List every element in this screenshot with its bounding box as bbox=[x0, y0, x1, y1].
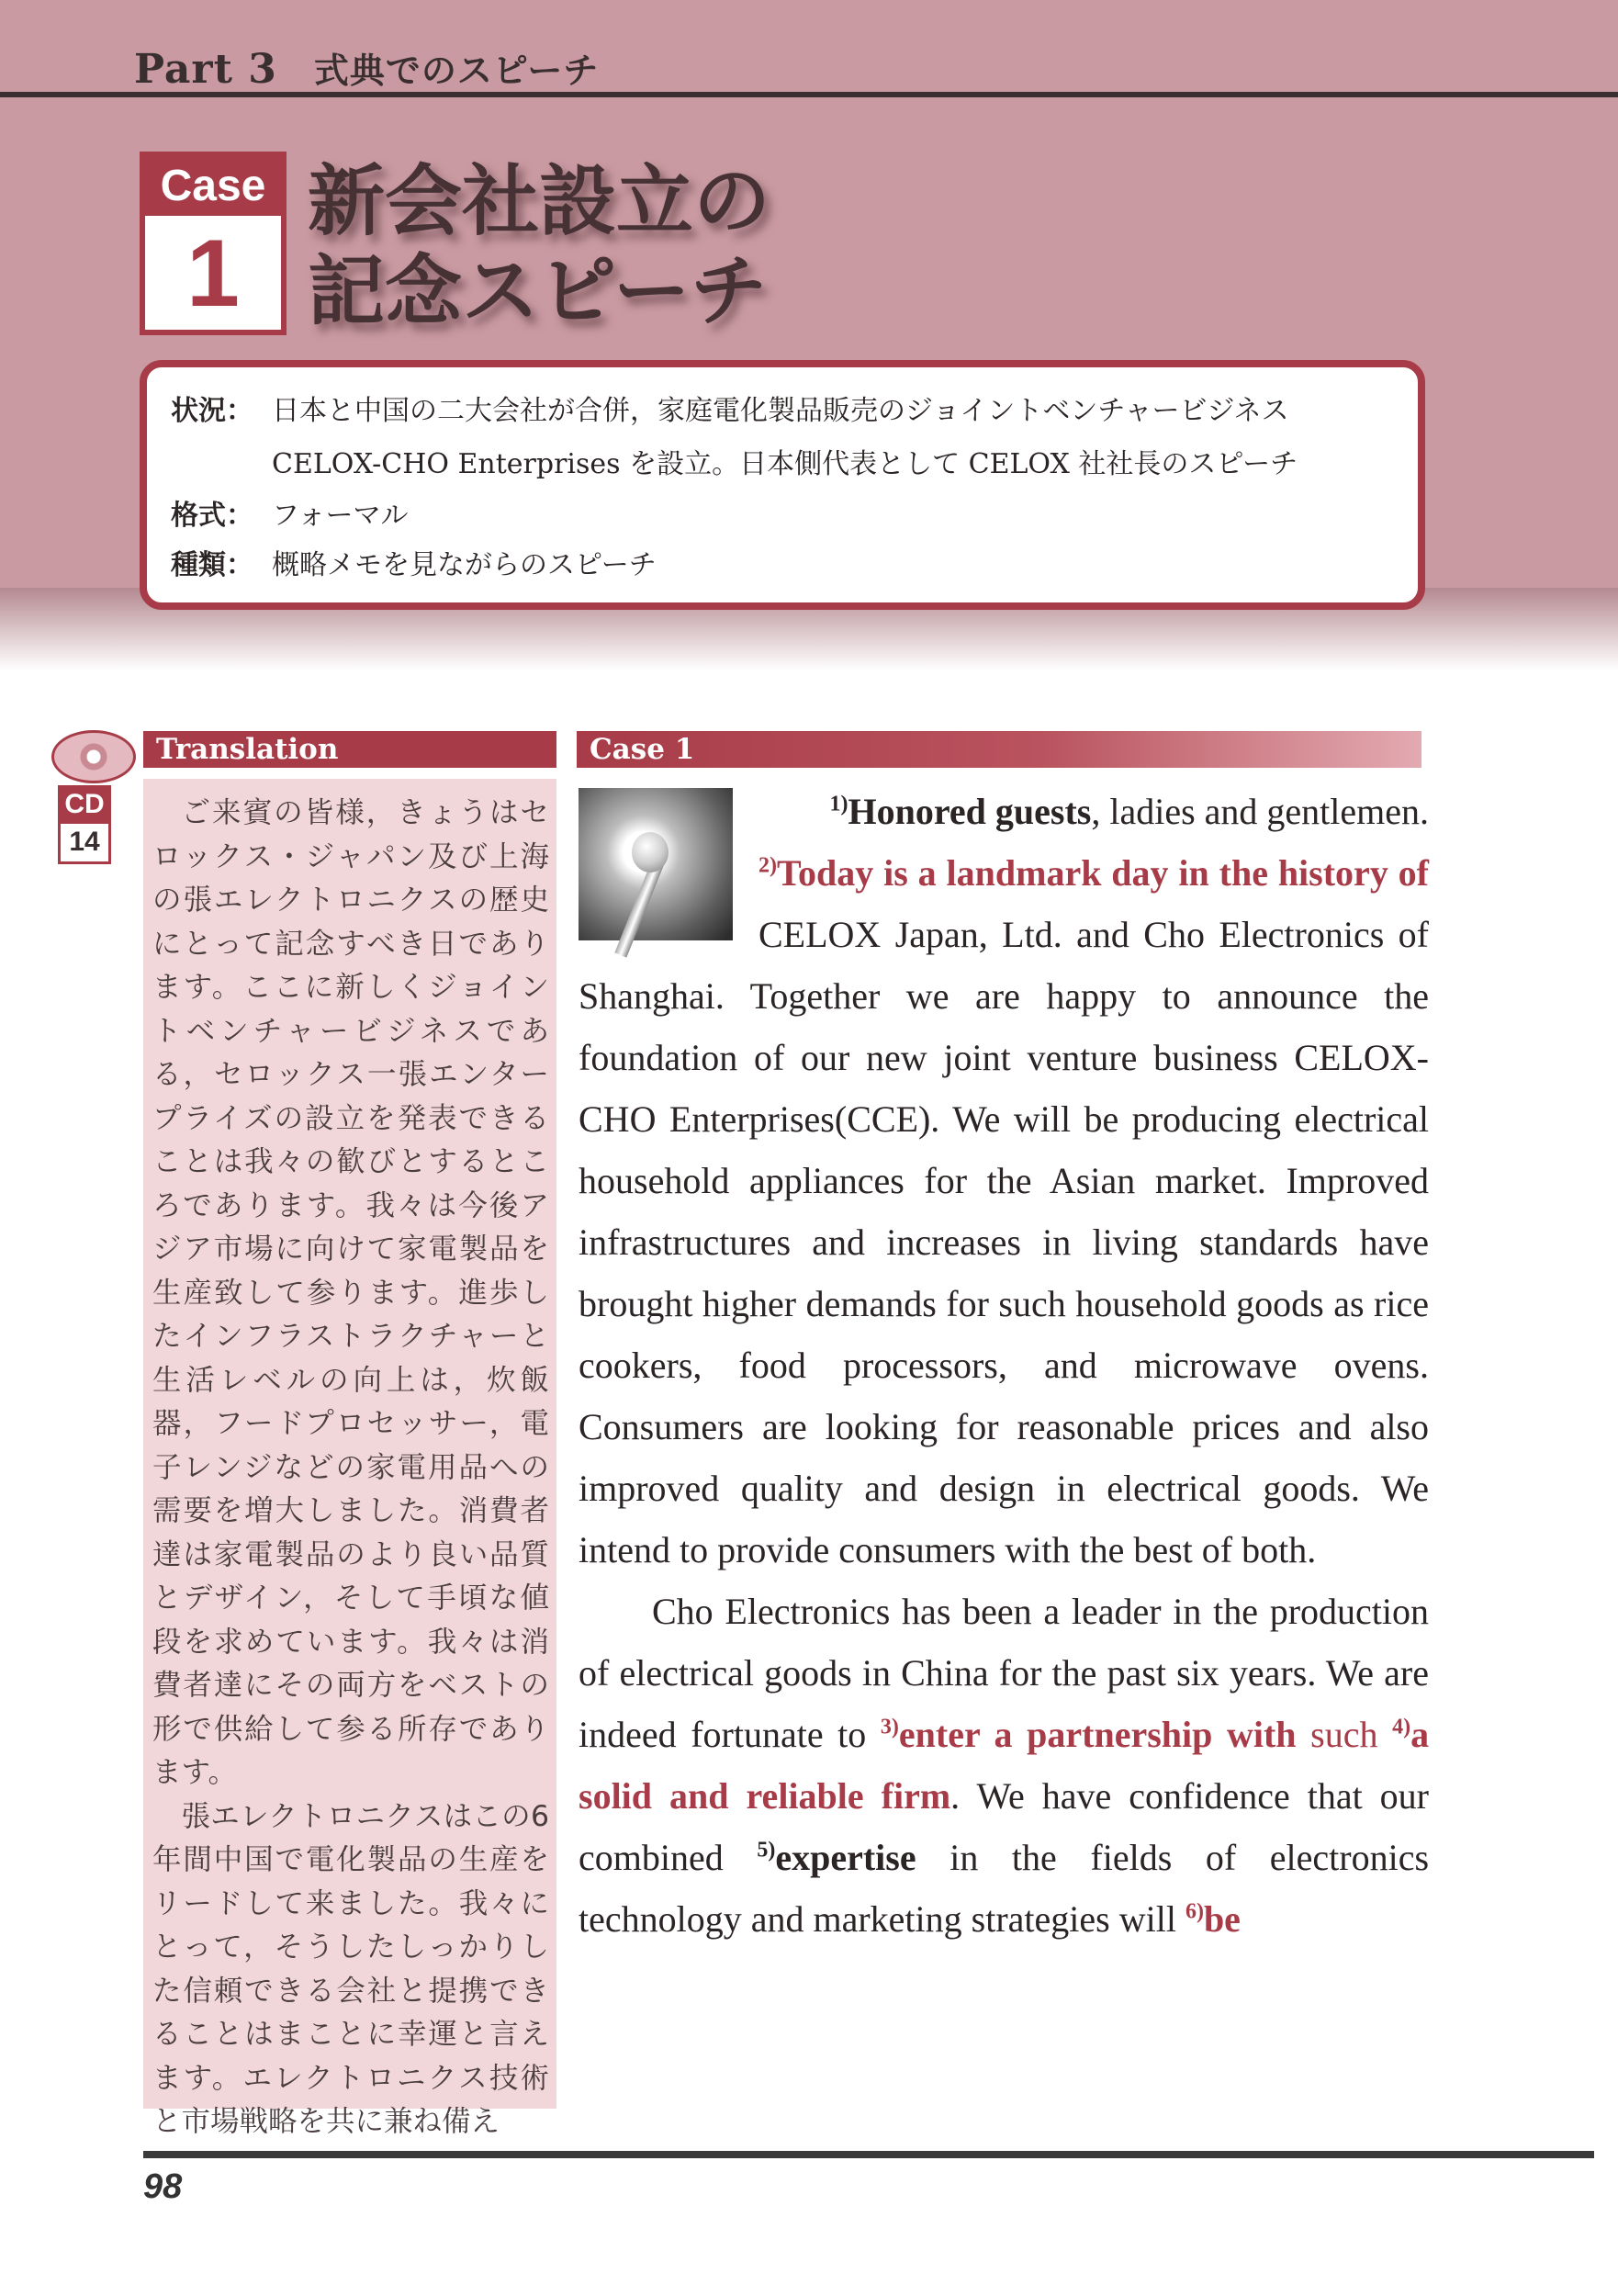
situation-box bbox=[140, 360, 1425, 610]
case-heading: Case 1 bbox=[577, 731, 1421, 768]
situation-line-1: 日本と中国の二大会社が合併，家庭電化製品販売のジョイントベンチャービジネス bbox=[272, 395, 1289, 427]
speech-paragraph-2 bbox=[579, 1581, 1429, 1950]
part-title: 式典でのスピーチ bbox=[313, 51, 600, 91]
speech-text-5: in the fields of electronics technology and marketing strategies will bbox=[579, 1837, 1430, 1940]
type-row bbox=[171, 542, 657, 582]
note-6: 6) bbox=[1185, 1899, 1204, 1924]
phrase-landmark-day: Today is a landmark day in the history of bbox=[777, 852, 1429, 894]
title-line-2: 記念スピーチ bbox=[308, 246, 768, 336]
translation-paragraph-1: ご来賓の皆様，きょうはセロックス・ジャパン及び上海の張エレクトロニクスの歴史にとって記念すべき日であります。ここに新しくジョイントベンチャービジネスである，セロックス一張エンタープライズの設立を発表できることは我々の歓びとするところであります。我々は今後アジア市場に向けて家電製品を生産致して参ります。進歩したインフラストラクチャーと生活レベルの向上は，炊飯器，フードプロセッサー，電子レンジなどの家電用品への需要を増大しました。消費者達は家電製品のより良い品質とデザイン，そして手頃な値段を求めています。我々は消費者達にその両方をベストの形で供給して参る所存であります。 bbox=[152, 796, 549, 1789]
part-heading bbox=[134, 42, 599, 93]
translation-heading: Translation bbox=[143, 731, 556, 768]
note-3: 3) bbox=[880, 1715, 899, 1739]
translation-text bbox=[152, 792, 549, 2144]
phrase-be: be bbox=[1203, 1898, 1241, 1940]
case-badge-label: Case bbox=[145, 157, 281, 216]
speech-text-2: CELOX Japan, Ltd. and Cho Electronics of Shanghai. Together we are happy to announce the foundation of our new joint venture business CELOX-CHO Enterprises(CCE). We will be producing electrical household appliances for the Asian market. Improved infrastructures and increases in living standards have brought higher demands for such household goods as rice cookers, food processors, and microwave ovens. Consumers are looking for reasonable prices and also improved quality and design in electrical goods. We intend to provide consumers with the best of both. bbox=[579, 914, 1429, 1570]
phrase-solid-firm: a solid and reliable firm bbox=[579, 1714, 1430, 1817]
note-2: 2) bbox=[758, 853, 777, 878]
page-title bbox=[308, 156, 770, 336]
phrase-expertise: expertise bbox=[775, 1837, 916, 1878]
format-value: フォーマル bbox=[272, 500, 409, 532]
situation-row bbox=[171, 388, 1289, 428]
part-divider bbox=[0, 92, 1618, 97]
speech-text bbox=[579, 781, 1429, 1950]
phrase-partnership: enter a partnership with bbox=[898, 1714, 1297, 1755]
situation-key: 状況： bbox=[171, 395, 253, 427]
cd-disc-icon bbox=[51, 730, 136, 783]
translation-panel bbox=[143, 779, 556, 2138]
cd-track-number: 14 bbox=[58, 824, 111, 864]
type-value: 概略メモを見ながらのスピーチ bbox=[272, 549, 657, 581]
photo-spacer bbox=[579, 781, 758, 939]
situation-line-2: CELOX-CHO Enterprises を設立。日本側代表として CELOX 社社長のスピーチ bbox=[272, 448, 1298, 480]
speech-paragraph-1 bbox=[579, 842, 1429, 1581]
part-prefix: Part 3 bbox=[134, 46, 277, 93]
format-row bbox=[171, 492, 409, 533]
note-1: 1) bbox=[829, 792, 848, 816]
translation-paragraph-2: 張エレクトロニクスはこの6年間中国で電化製品の生産をリードして来ました。我々にとって，そうしたしっかりした信頼できる会社と提携できることはまことに幸運と言えます。エレクトロニクス技術と市場戦略を共に兼ね備え bbox=[152, 1799, 549, 2138]
phrase-honored-guests: Honored guests bbox=[848, 791, 1092, 832]
page-number: 98 bbox=[143, 2167, 183, 2206]
note-4: 4) bbox=[1392, 1715, 1411, 1739]
title-line-1: 新会社設立の bbox=[308, 156, 771, 246]
footer-divider bbox=[143, 2151, 1594, 2158]
type-key: 種類： bbox=[171, 549, 253, 581]
cd-label: CD bbox=[58, 785, 111, 824]
case-badge-number: 1 bbox=[186, 220, 240, 327]
format-key: 格式： bbox=[171, 500, 253, 532]
speech-text-3: Cho Electronics has been a leader in the production of electrical goods in China for the past six years. We are indeed fortunate to bbox=[579, 1591, 1429, 1755]
note-5: 5) bbox=[757, 1838, 776, 1863]
speech-text-1: , ladies and gentlemen. bbox=[1091, 791, 1429, 832]
case-badge bbox=[140, 152, 287, 335]
speech-text-4: . We have confidence that our combined bbox=[579, 1775, 1430, 1878]
phrase-such: such bbox=[1310, 1714, 1378, 1755]
